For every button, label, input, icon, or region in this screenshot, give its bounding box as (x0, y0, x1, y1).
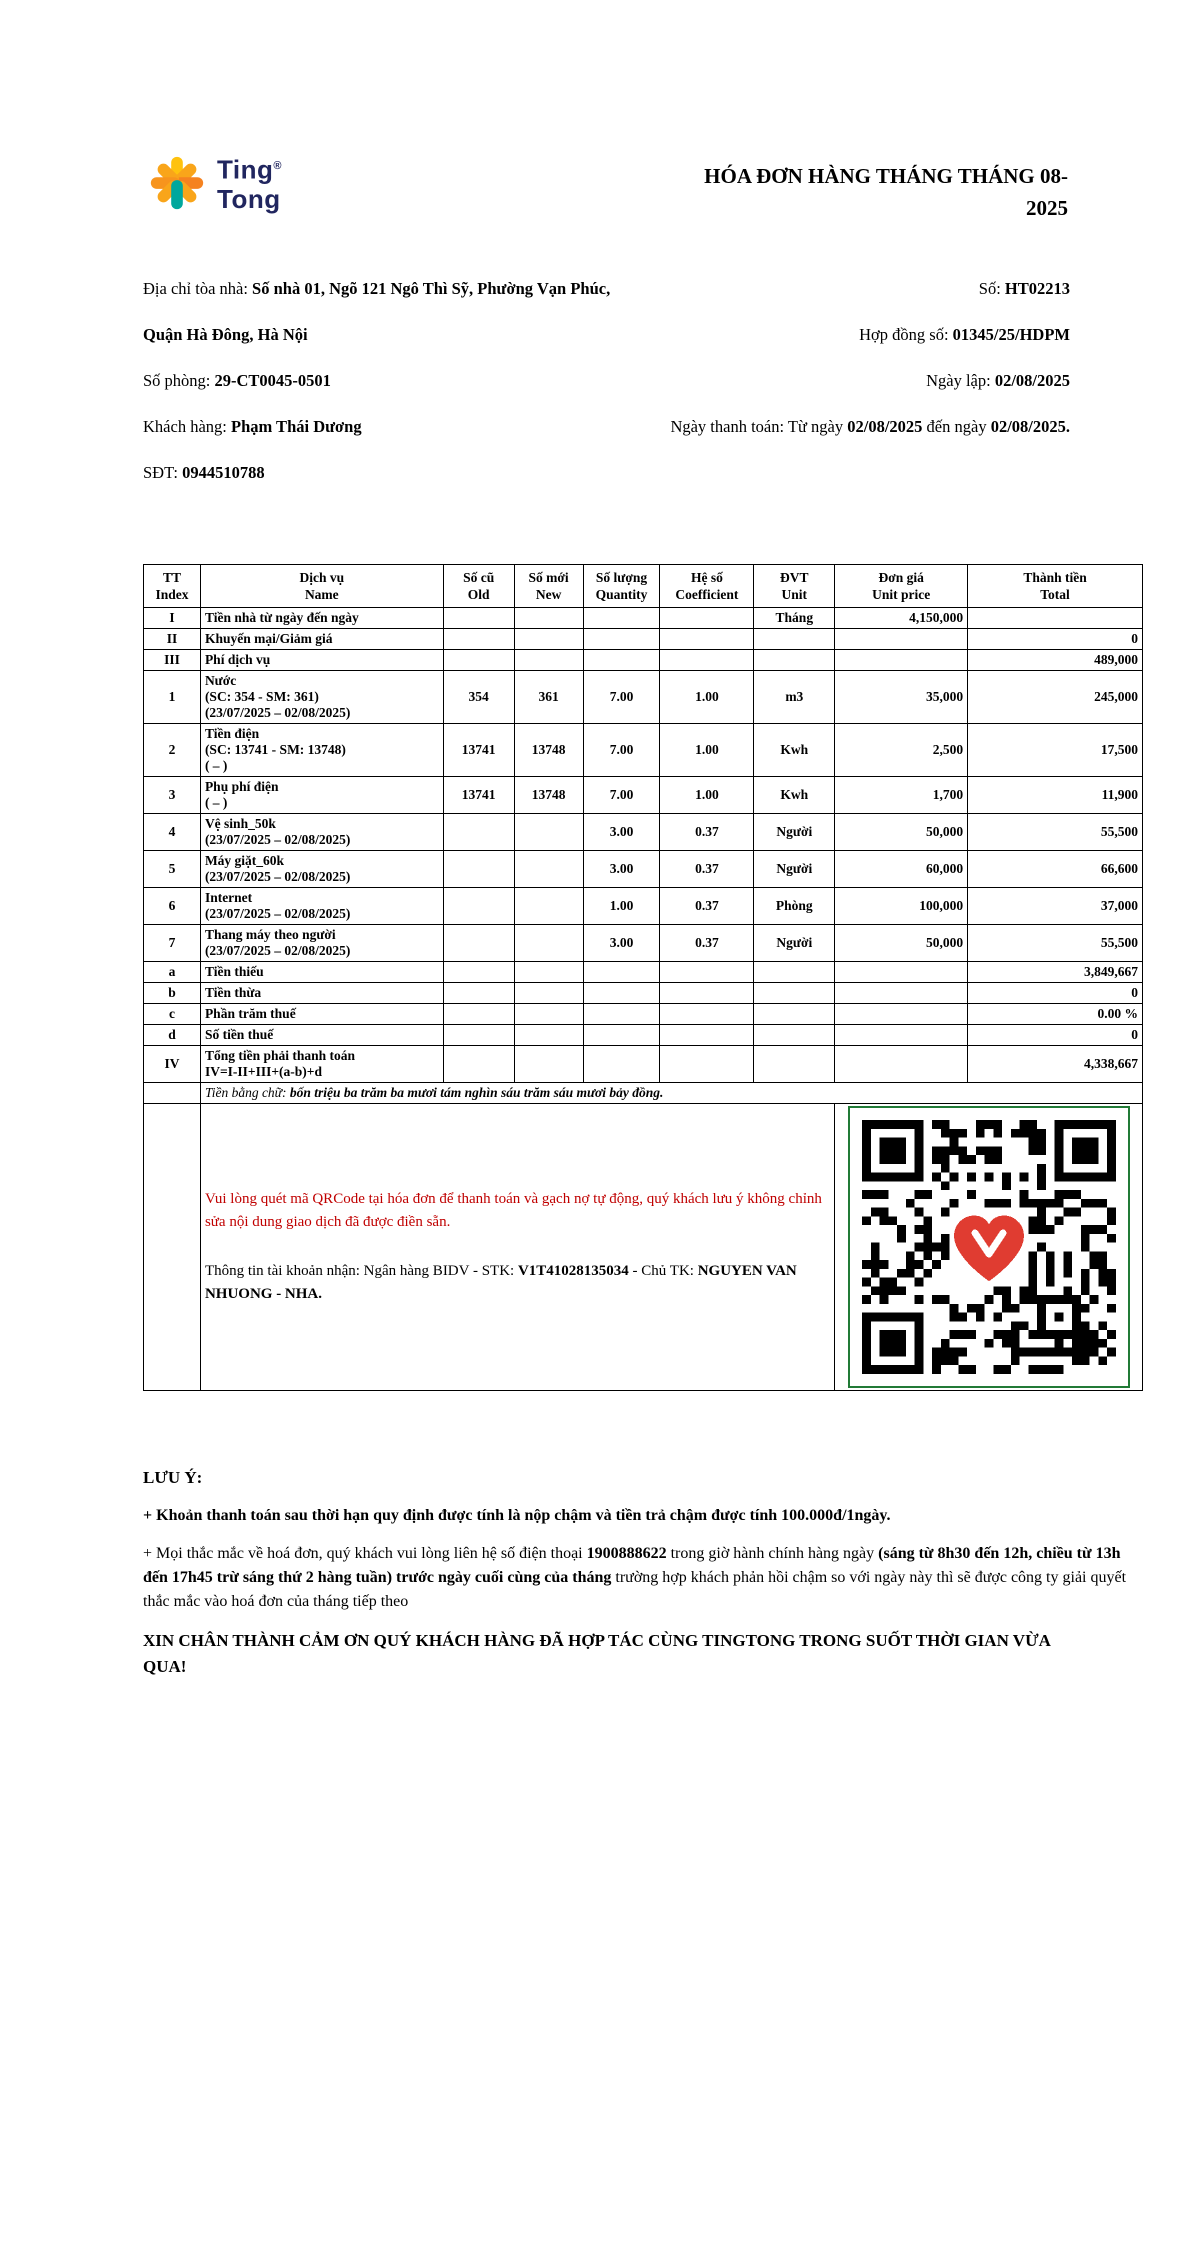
text-part: Ngày thanh toán: Từ ngày (670, 417, 848, 436)
table-cell (660, 1046, 754, 1083)
table-cell: 1,700 (835, 777, 968, 814)
text-part: Tiền bằng chữ: (204, 1085, 290, 1100)
table-cell (514, 629, 583, 650)
payment-period (660, 404, 1070, 450)
table-cell (514, 814, 583, 851)
tingtong-logo (146, 152, 282, 214)
table-cell: 50,000 (835, 925, 968, 962)
table-cell: m3 (754, 671, 835, 724)
table-cell (443, 650, 514, 671)
table-cell: 354 (443, 671, 514, 724)
text-part: HT02213 (1004, 279, 1070, 298)
text-part: Số phòng: (143, 371, 215, 390)
text-part: SĐT: (143, 463, 183, 482)
text-part: 0944510788 (182, 463, 265, 482)
table-cell: Internet (23/07/2025 – 02/08/2025) (200, 888, 443, 925)
table-cell (443, 1046, 514, 1083)
customer-info (143, 266, 623, 496)
table-cell (514, 851, 583, 888)
table-cell: Tiền thiếu (200, 962, 443, 983)
table-row (144, 777, 1143, 814)
table-cell (583, 650, 660, 671)
table-cell: 4 (144, 814, 201, 851)
table-cell: 3 (144, 777, 201, 814)
text-part: đến ngày (922, 417, 991, 436)
qr-note-row (144, 1104, 1143, 1391)
table-cell (835, 962, 968, 983)
table-cell: b (144, 983, 201, 1004)
table-cell: Tiền thừa (200, 983, 443, 1004)
invoice-meta (660, 266, 1070, 450)
table-cell: 3.00 (583, 851, 660, 888)
table-cell: Người (754, 814, 835, 851)
table-cell: Vệ sinh_50k (23/07/2025 – 02/08/2025) (200, 814, 443, 851)
table-cell (443, 1004, 514, 1025)
customer-name (143, 404, 623, 450)
table-cell (754, 629, 835, 650)
table-row (144, 814, 1143, 851)
table-cell: 17,500 (968, 724, 1143, 777)
table-cell (660, 962, 754, 983)
qr-payment-note: Vui lòng quét mã QRCode tại hóa đơn để thanh toán và gạch nợ tự động, quý khách lưu ý không chỉnh sửa nội dung giao dịch đã được điền sẵn. (204, 1191, 822, 1230)
notes-title: LƯU Ý: (143, 1468, 203, 1487)
table-row (144, 983, 1143, 1004)
table-cell: 7 (144, 925, 201, 962)
table-cell: Tổng tiền phải thanh toán IV=I-II+III+(a-b)+d (200, 1046, 443, 1083)
table-cell (443, 629, 514, 650)
table-cell: Tháng (754, 608, 835, 629)
table-cell (514, 962, 583, 983)
table-cell: 1.00 (583, 888, 660, 925)
table-cell: 5 (144, 851, 201, 888)
table-cell (754, 983, 835, 1004)
table-cell: Phụ phí điện ( – ) (200, 777, 443, 814)
invoice-table-body (144, 608, 1143, 1083)
table-cell: a (144, 962, 201, 983)
invoice-table (143, 564, 1143, 1391)
amount-in-words-row (144, 1083, 1143, 1104)
text-part: 1900888622 (586, 1545, 667, 1562)
table-cell (443, 608, 514, 629)
table-cell: Người (754, 851, 835, 888)
table-cell (835, 1046, 968, 1083)
table-cell: 0.00 % (968, 1004, 1143, 1025)
table-cell: 1 (144, 671, 201, 724)
column-header: Số mới New (514, 565, 583, 608)
tingtong-asterisk-icon (146, 152, 208, 214)
table-cell (514, 650, 583, 671)
table-cell (835, 629, 968, 650)
text-part: trước ngày cuối cùng của tháng (392, 1569, 616, 1586)
table-cell (514, 925, 583, 962)
table-cell (660, 983, 754, 1004)
text-part: V1T41028135034 (517, 1263, 629, 1279)
table-cell (754, 650, 835, 671)
table-cell (835, 983, 968, 1004)
table-cell (583, 1025, 660, 1046)
table-cell: Kwh (754, 777, 835, 814)
thank-you-message: XIN CHÂN THÀNH CẢM ƠN QUÝ KHÁCH HÀNG ĐÃ HỢP TÁC CÙNG TINGTONG TRONG SUỐT THỜI GIAN VỪA QUA! (143, 1631, 1050, 1676)
table-cell: Tiền điện (SC: 13741 - SM: 13748) ( – ) (200, 724, 443, 777)
table-row (144, 925, 1143, 962)
text-part: Địa chỉ tòa nhà: (143, 279, 253, 298)
table-cell: 6 (144, 888, 201, 925)
table-cell: I (144, 608, 201, 629)
logo-line2: Tong (217, 183, 281, 214)
table-cell: Máy giặt_60k (23/07/2025 – 02/08/2025) (200, 851, 443, 888)
table-cell: 7.00 (583, 777, 660, 814)
text-part: - Chủ TK: (628, 1263, 698, 1279)
table-cell: III (144, 650, 201, 671)
invoice-title-line2: 2025 (1026, 196, 1068, 220)
column-header: Dịch vụ Name (200, 565, 443, 608)
table-cell: 13748 (514, 777, 583, 814)
table-cell: Số tiền thuế (200, 1025, 443, 1046)
column-header: Hệ số Coefficient (660, 565, 754, 608)
column-header: Số lượng Quantity (583, 565, 660, 608)
table-cell (514, 1004, 583, 1025)
table-cell: Tiền nhà từ ngày đến ngày (200, 608, 443, 629)
table-cell: 1.00 (660, 724, 754, 777)
table-cell (754, 1004, 835, 1025)
table-cell (660, 608, 754, 629)
table-cell (583, 1046, 660, 1083)
table-cell (754, 1025, 835, 1046)
invoice-table-header-row (144, 565, 1143, 608)
contract-number (660, 312, 1070, 358)
table-cell (835, 1004, 968, 1025)
table-cell: 11,900 (968, 777, 1143, 814)
text-part: Thông tin tài khoản nhận: Ngân hàng BIDV - STK: (204, 1263, 518, 1279)
text-part: NGUYEN VAN NHUONG - NHA. (204, 1263, 797, 1302)
registered-mark: ® (273, 160, 283, 173)
table-cell (443, 962, 514, 983)
table-cell: 245,000 (968, 671, 1143, 724)
table-cell (443, 925, 514, 962)
table-cell (514, 1046, 583, 1083)
text-part: Số nhà 01, Ngõ 121 Ngô Thì Sỹ, Phường Vạn Phúc, Quận Hà Đông, Hà Nội (143, 279, 611, 344)
bank-account-info (205, 1260, 830, 1306)
table-row (144, 724, 1143, 777)
qr-code-svg (862, 1120, 1116, 1374)
table-cell: 0.37 (660, 925, 754, 962)
table-cell: 3.00 (583, 925, 660, 962)
table-cell (144, 1104, 201, 1391)
text-part: Khách hàng: (143, 417, 231, 436)
amount-in-words (200, 1083, 1142, 1104)
table-cell: c (144, 1004, 201, 1025)
table-cell: 35,000 (835, 671, 968, 724)
table-cell (835, 650, 968, 671)
payment-note-cell (200, 1104, 834, 1391)
table-cell: Nước (SC: 354 - SM: 361) (23/07/2025 – 02/08/2025) (200, 671, 443, 724)
table-cell: 1.00 (660, 671, 754, 724)
table-cell (968, 608, 1143, 629)
table-cell (443, 851, 514, 888)
qr-cell (835, 1104, 1143, 1391)
invoice-number (660, 266, 1070, 312)
table-cell: Thang máy theo người (23/07/2025 – 02/08/2025) (200, 925, 443, 962)
table-cell (443, 814, 514, 851)
column-header: Thành tiền Total (968, 565, 1143, 608)
table-cell (144, 1083, 201, 1104)
table-cell: II (144, 629, 201, 650)
logo-text (217, 152, 282, 214)
table-cell: 3.00 (583, 814, 660, 851)
note-contact (143, 1542, 1143, 1614)
qr-code (848, 1106, 1130, 1388)
table-cell: 55,500 (968, 814, 1143, 851)
room-number (143, 358, 623, 404)
table-row (144, 650, 1143, 671)
table-cell: 0 (968, 1025, 1143, 1046)
table-cell: IV (144, 1046, 201, 1083)
table-cell: 4,338,667 (968, 1046, 1143, 1083)
table-cell: 13741 (443, 777, 514, 814)
invoice-title (608, 160, 1068, 224)
text-part: + Mọi thắc mắc về hoá đơn, quý khách vui lòng liên hệ số điện thoại (143, 1545, 587, 1562)
table-cell: 2 (144, 724, 201, 777)
table-row (144, 671, 1143, 724)
column-header: ĐVT Unit (754, 565, 835, 608)
table-cell (583, 1004, 660, 1025)
table-cell: 37,000 (968, 888, 1143, 925)
table-cell: 0 (968, 629, 1143, 650)
text-part: Hợp đồng số: (859, 325, 953, 344)
building-address (143, 266, 623, 358)
column-header: Đơn giá Unit price (835, 565, 968, 608)
table-cell: 66,600 (968, 851, 1143, 888)
table-cell: 13748 (514, 724, 583, 777)
table-cell: Phần trăm thuế (200, 1004, 443, 1025)
text-part: 01345/25/HDPM (952, 325, 1070, 344)
table-cell (660, 629, 754, 650)
text-part: bốn triệu ba trăm ba mươi tám nghìn sáu trăm sáu mươi bảy đồng. (289, 1085, 664, 1100)
table-cell (514, 888, 583, 925)
table-cell (443, 1025, 514, 1046)
text-part: 29-CT0045-0501 (214, 371, 331, 390)
phone-number (143, 450, 623, 496)
table-cell: Phí dịch vụ (200, 650, 443, 671)
table-row (144, 629, 1143, 650)
text-part: 02/08/2025. (990, 417, 1070, 436)
table-cell: 2,500 (835, 724, 968, 777)
table-cell (443, 888, 514, 925)
table-cell (583, 629, 660, 650)
table-cell: 1.00 (660, 777, 754, 814)
table-row (144, 962, 1143, 983)
table-cell (443, 983, 514, 1004)
table-cell: Phòng (754, 888, 835, 925)
table-cell: 50,000 (835, 814, 968, 851)
table-row (144, 851, 1143, 888)
table-row (144, 1004, 1143, 1025)
table-cell (660, 650, 754, 671)
table-cell (514, 1025, 583, 1046)
text-part: Số: (978, 279, 1005, 298)
table-cell (660, 1025, 754, 1046)
table-cell: 7.00 (583, 724, 660, 777)
table-cell: 100,000 (835, 888, 968, 925)
table-cell (754, 962, 835, 983)
table-cell (583, 983, 660, 1004)
table-cell (660, 1004, 754, 1025)
table-cell: 0.37 (660, 888, 754, 925)
table-cell: 3,849,667 (968, 962, 1143, 983)
table-cell: 0.37 (660, 851, 754, 888)
table-cell (514, 608, 583, 629)
table-cell: 60,000 (835, 851, 968, 888)
table-cell (583, 962, 660, 983)
table-cell: 489,000 (968, 650, 1143, 671)
table-cell: 4,150,000 (835, 608, 968, 629)
table-cell: 13741 (443, 724, 514, 777)
text-part: (sáng từ 8h30 đến 12h, chiều từ 13h đến 17h45 trừ sáng thứ 2 hàng tuần) (143, 1545, 1121, 1586)
logo-line1: Ting (217, 154, 274, 185)
table-cell (583, 608, 660, 629)
table-cell: Người (754, 925, 835, 962)
table-cell (514, 983, 583, 1004)
table-cell: 55,500 (968, 925, 1143, 962)
issue-date (660, 358, 1070, 404)
table-cell (754, 1046, 835, 1083)
table-cell: 0 (968, 983, 1143, 1004)
table-cell (835, 1025, 968, 1046)
table-cell: 7.00 (583, 671, 660, 724)
text-part: Ngày lập: (926, 371, 995, 390)
table-cell: Kwh (754, 724, 835, 777)
invoice-title-line1: HÓA ĐƠN HÀNG THÁNG THÁNG 08- (704, 164, 1068, 188)
table-row (144, 1025, 1143, 1046)
table-cell: d (144, 1025, 201, 1046)
text-part: 02/08/2025 (994, 371, 1070, 390)
note-late-payment: + Khoản thanh toán sau thời hạn quy định được tính là nộp chậm và tiền trả chậm được tính 100.000đ/1ngày. (143, 1507, 891, 1524)
text-part: 02/08/2025 (847, 417, 923, 436)
text-part: Phạm Thái Dương (230, 417, 362, 436)
table-row (144, 888, 1143, 925)
table-cell: 361 (514, 671, 583, 724)
column-header: TT Index (144, 565, 201, 608)
text-part: trong giờ hành chính hàng ngày (666, 1545, 879, 1562)
table-row (144, 608, 1143, 629)
text-part: trường hợp khách phản hồi chậm so với ngày này thì sẽ được công ty giải quyết thắc mắc vào hoá đơn của tháng tiếp theo (143, 1569, 1127, 1610)
table-row (144, 1046, 1143, 1083)
column-header: Số cũ Old (443, 565, 514, 608)
table-cell: 0.37 (660, 814, 754, 851)
table-cell: Khuyến mại/Giảm giá (200, 629, 443, 650)
